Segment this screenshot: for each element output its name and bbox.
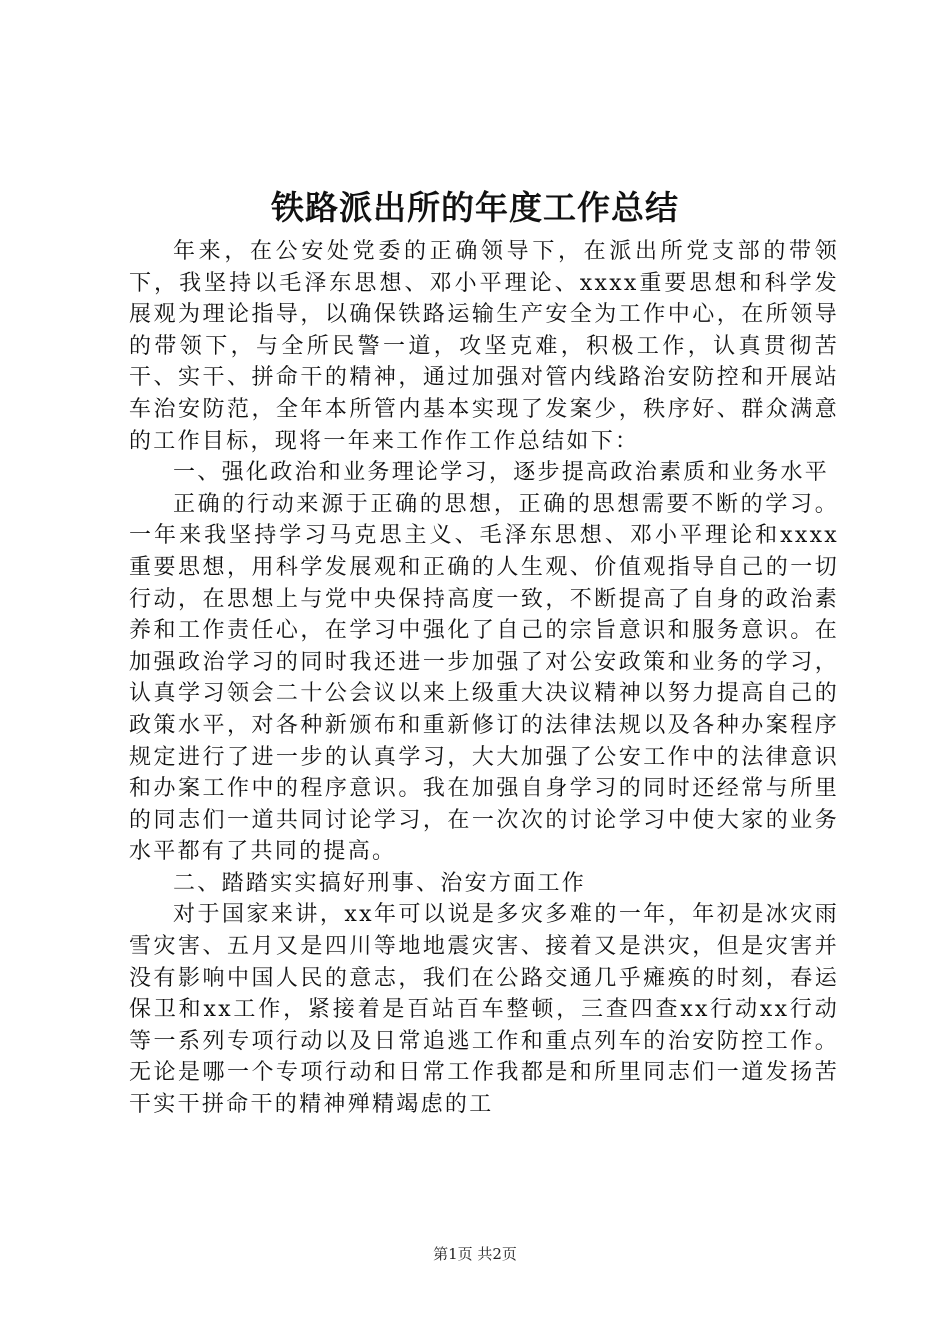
intro-paragraph: 年来，在公安处党委的正确领导下，在派出所党支部的带领下，我坚持以毛泽东思想、邓小平理论、xxxx重要思想和科学发展观为理论指导，以确保铁路运输生产安全为工作中心，在所领导的带领下，与全所民警一道，攻坚克难，积极工作，认真贯彻苦干、实干、拼命干的精神，通过加强对管内线路治安防控和开展站车治安防范，全年本所管内基本实现了发案少，秩序好、群众满意的工作目标，现将一年来工作作工作总结如下： [129,239,839,454]
section-2-paragraph: 对于国家来讲，xx年可以说是多灾多难的一年，年初是冰灾雨雪灾害、五月又是四川等地地震灾害、接着又是洪灾，但是灾害并没有影响中国人民的意志，我们在公路交通几乎瘫痪的时刻，春运保卫和xx工作，紧接着是百站百车整顿，三查四查xx行动xx行动等一系列专项行动以及日常追逃工作和重点列车的治安防控工作。无论是哪一个专项行动和日常工作我都是和所里同志们一道发扬苦干实干拼命干的精神殚精竭虑的工 [129,902,839,1118]
section-heading-2: 二、踏踏实实搞好刑事、治安方面工作 [173,870,587,896]
document-title: 铁路派出所的年度工作总结 [271,188,679,227]
document-body [129,236,839,1121]
section-heading-1: 一、强化政治和业务理论学习，逐步提高政治素质和业务水平 [173,460,830,486]
section-1-paragraph: 正确的行动来源于正确的思想，正确的思想需要不断的学习。一年来我坚持学习马克思主义、毛泽东思想、邓小平理论和xxxx重要思想，用科学发展观和正确的人生观、价值观指导自己的一切行动，在思想上与党中央保持高度一致，不断提高了自身的政治素养和工作责任心，在学习中强化了自己的宗旨意识和服务意识。在加强政治学习的同时我还进一步加强了对公安政策和业务的学习，认真学习领会二十公会议以来上级重大决议精神以努力提高自己的政策水平，对各种新颁布和重新修订的法律法规以及各种办案程序规定进行了进一步的认真学习，大大加强了公安工作中的法律意识和办案工作中的程序意识。我在加强自身学习的同时还经常与所里的同志们一道共同讨论学习，在一次次的讨论学习中使大家的业务水平都有了共同的提高。 [129,491,839,865]
page-number-footer: 第1页 共2页 [433,1245,517,1263]
